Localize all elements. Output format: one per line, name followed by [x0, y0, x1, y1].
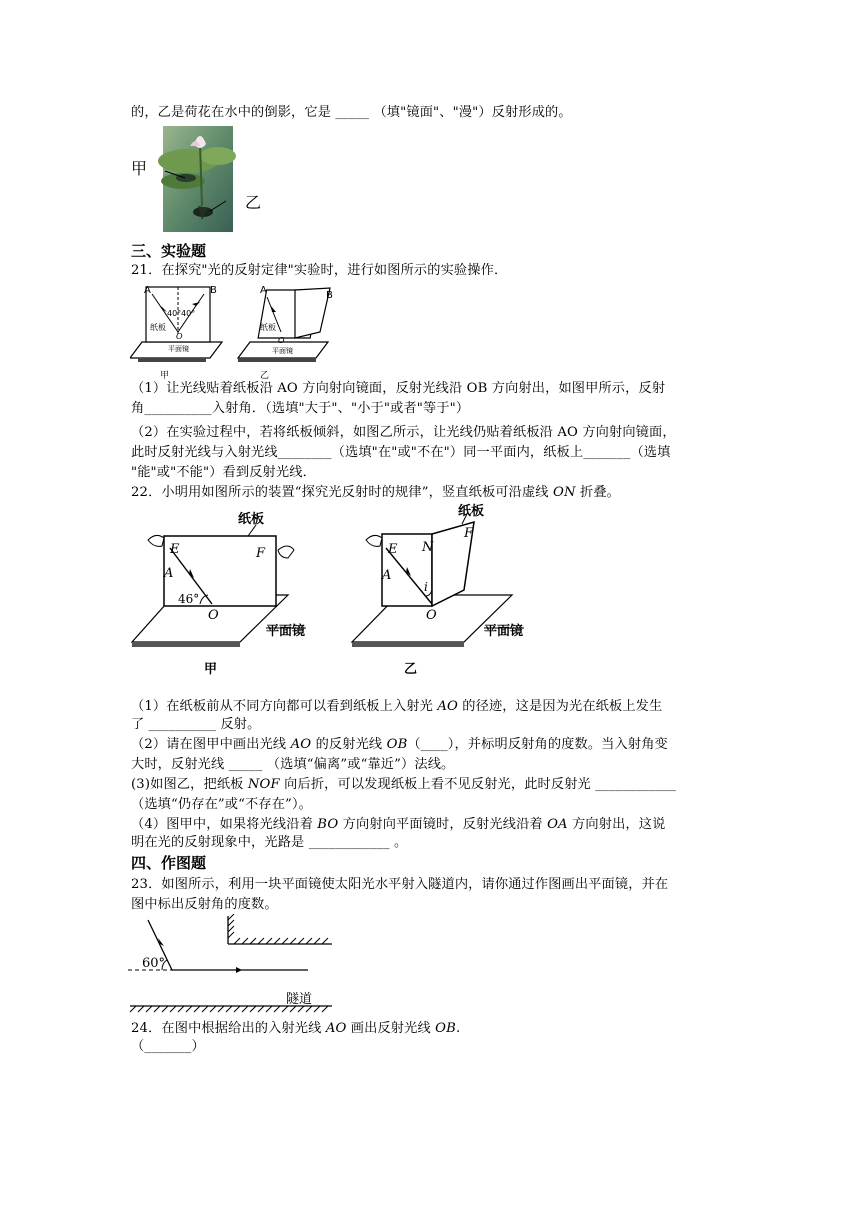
label-yi: 乙: [245, 193, 262, 212]
q24-line-b: （_______）: [131, 1039, 205, 1054]
q21-part2-a: （2）在实验过程中，若将纸板倾斜，如图乙所示，让光线仍贴着纸板沿 AO 方向射向镜面，: [131, 425, 676, 440]
q22-part1-b: 了 __________ 反射。: [131, 717, 261, 732]
fig22-caption-jia: 甲: [204, 662, 218, 677]
section-heading-drawing: 四、作图题: [131, 854, 207, 872]
fig22-jia-label-e: E: [170, 542, 180, 557]
fig21-label-b: B: [210, 285, 217, 296]
fig22-jia-angle: 46°: [178, 592, 200, 606]
fig21-label-o: O: [176, 332, 183, 341]
lotus-photo: [128, 126, 273, 234]
q23-line-b: 图中标出反射角的度数。: [131, 897, 278, 912]
fig21-mirror-label: 平面镜: [168, 345, 189, 353]
fig21-board-label: 纸板: [150, 323, 166, 332]
fig21-caption-yi: 乙: [260, 371, 270, 381]
q22-part4-b: 明在光的反射现象中，光路是 ____________ 。: [131, 835, 408, 850]
fig21-yi-label-o: O: [278, 336, 285, 345]
q21-part1-a: （1）让光线贴着纸板沿 AO 方向射向镜面，反射光线沿 OB 方向射出，如图甲所示，反射: [131, 381, 666, 396]
q21-part1-b: 角__________入射角．（选填"大于"、"小于"或者"等于"）: [131, 401, 470, 416]
fig22-yi-label-n: N: [422, 540, 434, 555]
label-jia: 甲: [131, 159, 148, 178]
fold-board-figure: [128, 500, 538, 680]
q21-part2-b: 此时反射光线与入射光线________（选填"在"或"不在"）同一平面内，纸板上_______（选填: [131, 445, 671, 460]
fig22-jia-mirror-label: 平面镜: [266, 624, 306, 639]
fig22-jia-label-f: F: [256, 546, 266, 561]
fig22-yi-label-e: E: [388, 542, 398, 557]
fig22-diagram: [128, 500, 538, 680]
fig23-angle: 60°: [142, 956, 166, 971]
fig22-yi-board-label: 纸板: [458, 504, 485, 519]
q23-line-a: 23．如图所示，利用一块平面镜使太阳光水平射入隧道内，请你通过作图画出平面镜，并在: [131, 877, 669, 892]
fig22-jia-label-a: A: [164, 566, 174, 581]
q22-stem: 22．小明用如图所示的装置“探究光反射时的规律”，竖直纸板可沿虚线 ON 折叠。: [131, 485, 621, 500]
q20-line: 的，乙是荷花在水中的倒影，它是 _____ （填"镜面"、"漫"）反射形成的。: [131, 105, 572, 120]
q21-stem: 21．在探究"光的反射定律"实验时，进行如图所示的实验操作．: [131, 263, 508, 278]
section-heading-experiment: 三、实验题: [131, 242, 207, 260]
fig21-yi-mirror-label: 平面镜: [272, 347, 293, 355]
q22-part4-a: （4）图甲中，如果将光线沿着 BO 方向射向平面镜时，反射光线沿着 OA 方向射出，这说: [131, 817, 666, 832]
fig22-caption-yi: 乙: [404, 662, 418, 677]
fig21-yi-label-b: B: [326, 290, 333, 301]
fig22-yi-label-o: O: [426, 608, 437, 623]
fig21-yi-label-a: A: [260, 285, 267, 296]
fig21-caption-jia: 甲: [160, 371, 170, 381]
q22-part3-b: （选填“仍存在”或“不存在”）。: [131, 797, 313, 812]
q21-part2-c: "能"或"不能"）看到反射光线．: [131, 465, 316, 480]
fig22-yi-label-a: A: [382, 568, 392, 583]
tunnel-figure: [128, 914, 338, 1018]
fig22-jia-board-label: 纸板: [238, 512, 265, 527]
fig21-yi-board-label: 纸板: [260, 323, 276, 332]
q22-part2-a: （2）请在图甲中画出光线 AO 的反射光线 OB（____），并标明反射角的度数。当入射角变: [131, 737, 668, 752]
q22-part1-a: （1）在纸板前从不同方向都可以看到纸板上入射光 AO 的径迹，这是因为光在纸板上发生: [131, 699, 663, 714]
fig21-label-a: A: [144, 285, 151, 296]
q22-part3-a: (3)如图乙，把纸板 NOF 向后折，可以发现纸板上看不见反射光，此时反射光 ____________: [131, 777, 677, 792]
q22-part2-b: 大时，反射光线 _____ （选填“偏离”或“靠近”）法线。: [131, 757, 455, 772]
reflection-law-figure: [130, 282, 340, 380]
q24-line-a: 24．在图中根据给出的入射光线 AO 画出反射光线 OB.: [131, 1021, 461, 1036]
fig22-yi-label-i: i: [424, 580, 428, 594]
lotus-figure: [128, 126, 273, 234]
fig22-jia-label-o: O: [208, 608, 219, 623]
fig22-yi-mirror-label: 平面镜: [484, 624, 524, 639]
fig21-angle-1: 40°: [167, 309, 182, 318]
fig22-yi-label-f: F: [464, 526, 474, 541]
fig23-tunnel-label: 隧道: [286, 992, 313, 1007]
fig21-angle-2: 40°: [181, 309, 196, 318]
